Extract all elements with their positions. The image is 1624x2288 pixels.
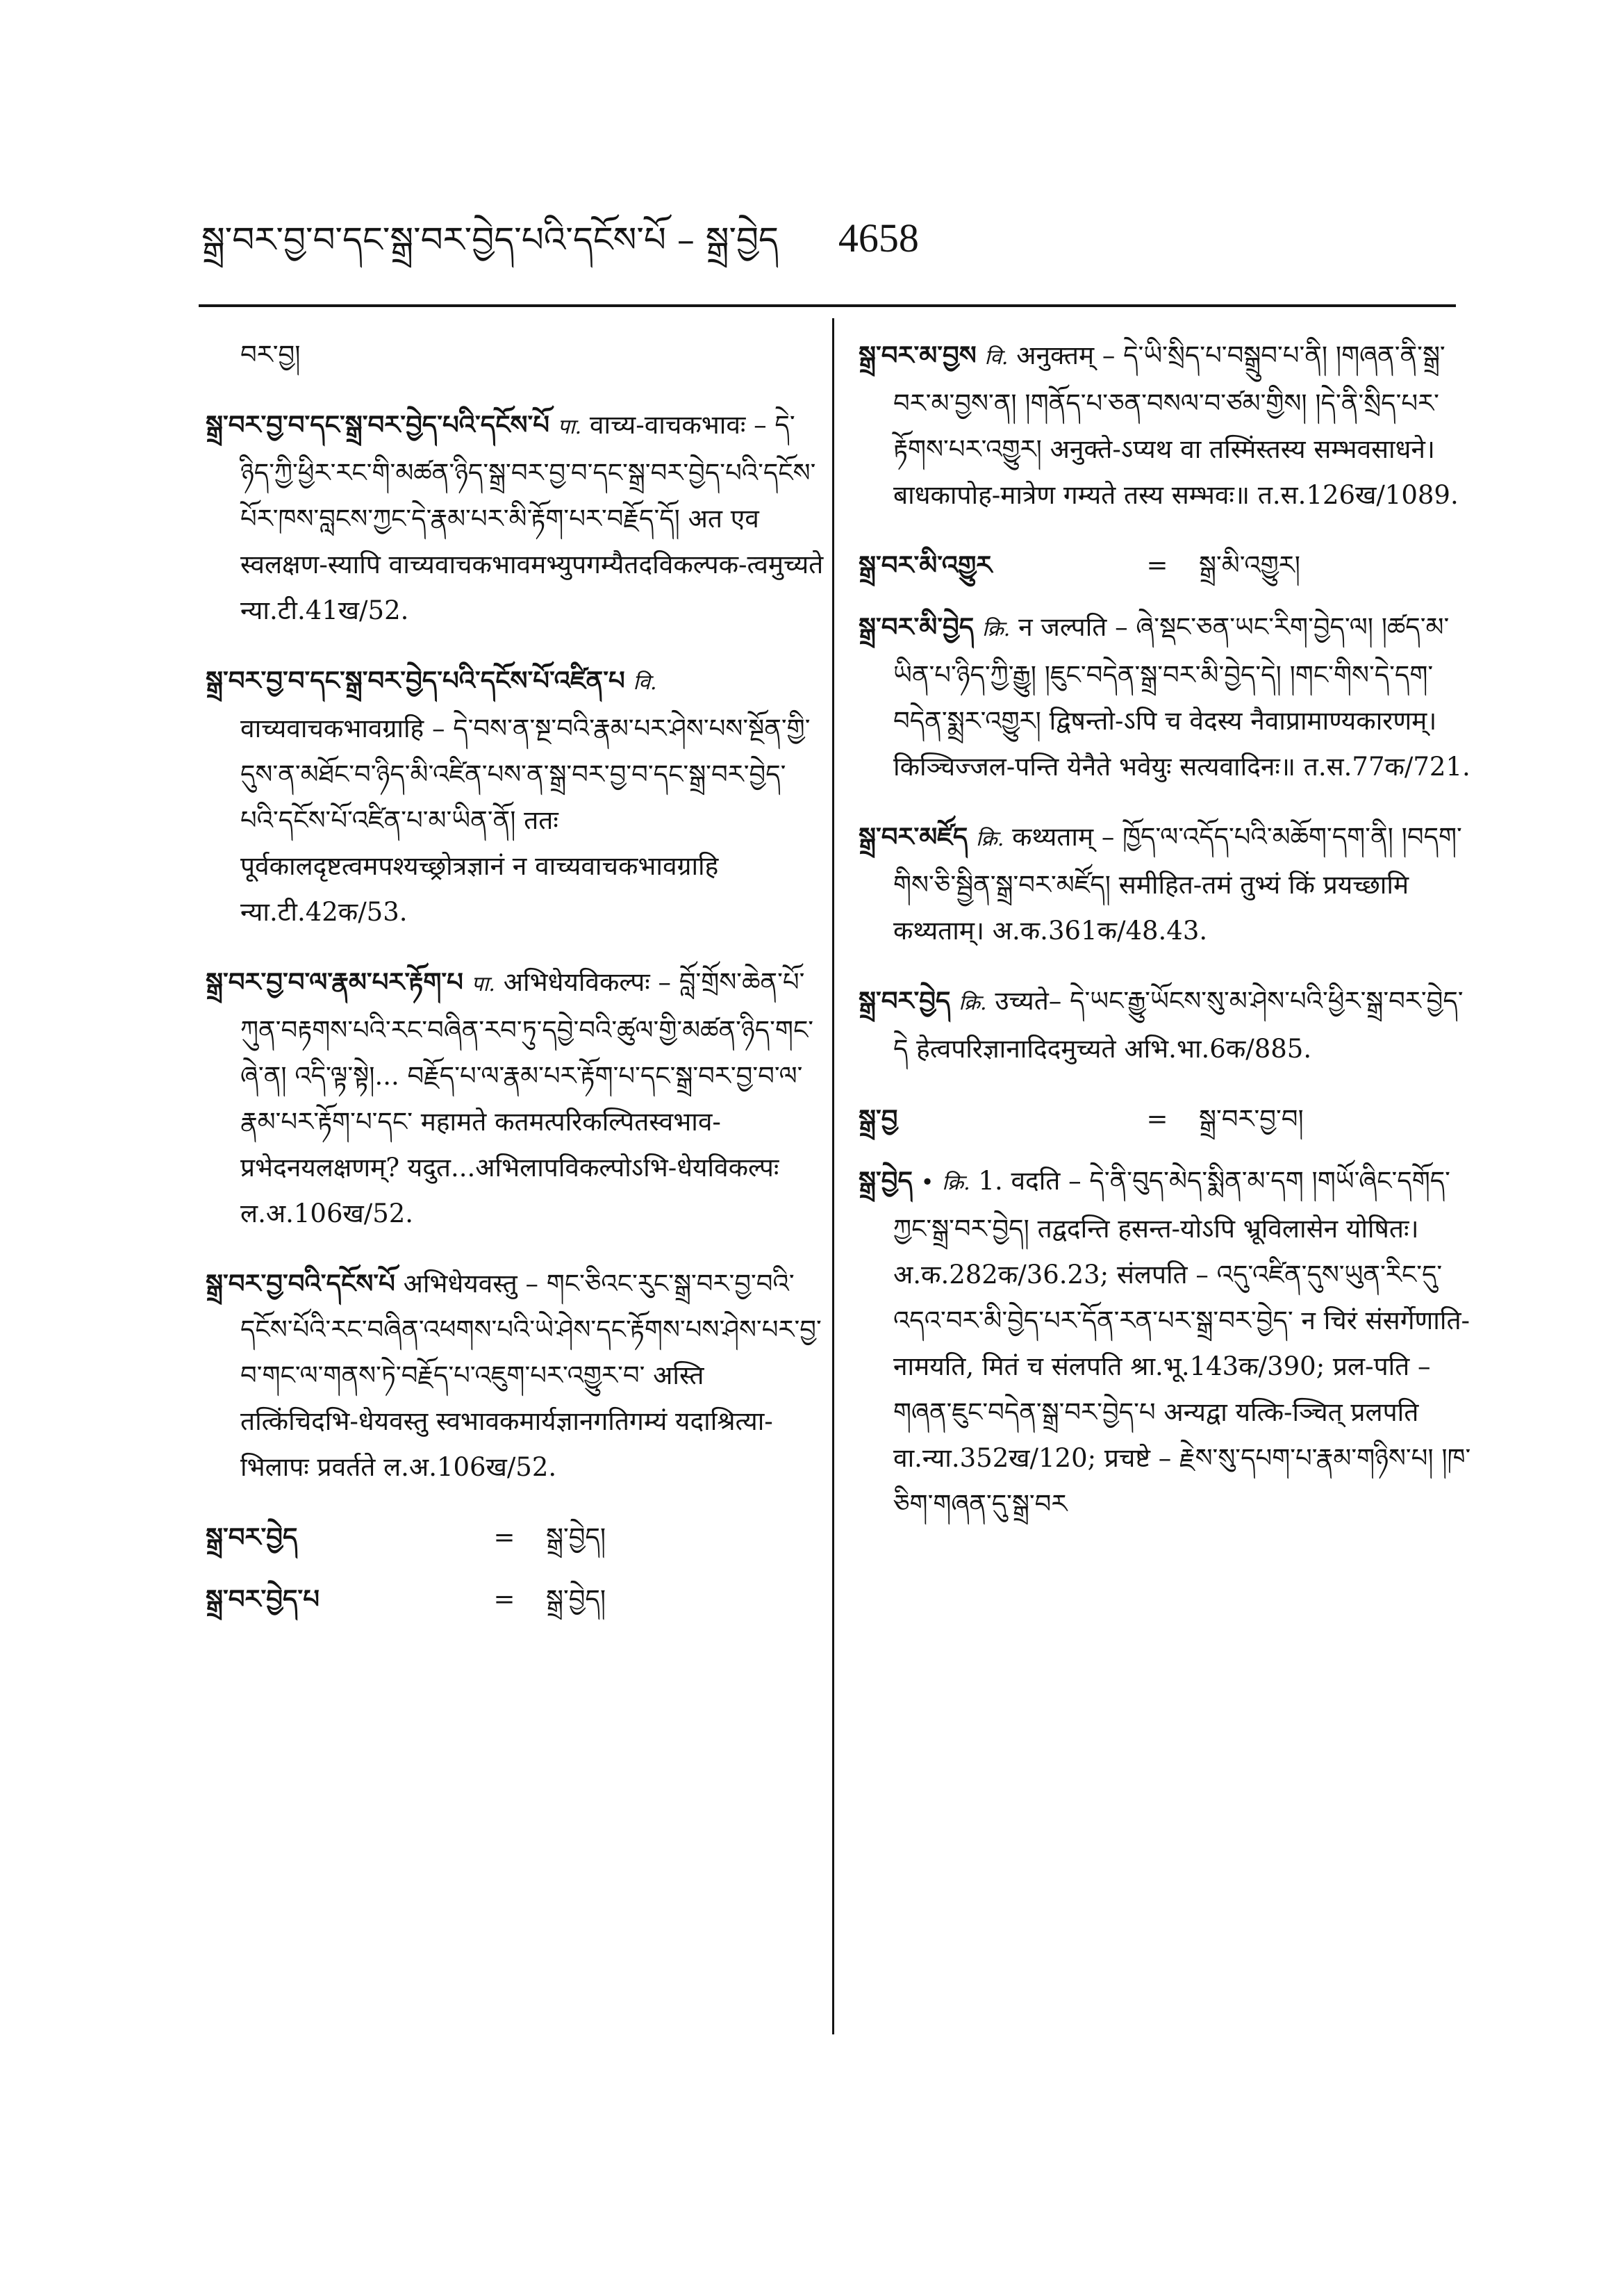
running-head-text: སྒྲ་བར་བྱ་བ་དང་སྒྲ་བར་བྱེད་པའི་དངོས་པོ – སྒྲ་བྱེད [201, 220, 779, 260]
right-column [859, 332, 1477, 1551]
entry-definition: अभिधेयविकल्पः – བློ་གྲོས་ཆེན་པོ་ཀུན་བརྟགས་པའི་རང་བཞིན་རབ་ཏུ་དབྱེ་བའི་ཚུལ་གྱི་མཚན་ཉིད་གང་ཞེ་ན། འདི་ལྟ་སྟེ།... བརྗོད་པ་ལ་རྣམ་པར་རྟོག་པ་དང་སྒྲ་བར་བྱ་བ་ལ་རྣམ་པར་རྟོག་པ་དང་ महामते कतमत्परिकल्पितस्वभाव-प्रभेदनयलक्षणम्? यदुत...अभिलापविकल्पोऽभि-धेयविकल्पः ल.अ.106ख/52. [240, 967, 814, 1228]
equals-sign: = [1146, 550, 1168, 580]
entry-definition: अनुक्तम् – དེ་ཡི་སྲིད་པ་བསྒྲུབ་པ་ནི། །གཞན་ནི་སྒྲ་བར་མ་བྱས་ན། །གནོད་པ་ཅན་བསལ་བ་ཙམ་གྱིས། །དེ་ནི་སྲིད་པར་རྟོགས་པར་འགྱུར། अनुक्ते-ऽप्यथ वा तस्मिंस्तस्य सम्भवसाधने। बाधकापोह-मात्रेण गम्यते तस्य सम्भवः॥ त.स.126ख/1089. [893, 340, 1459, 510]
dictionary-entry [859, 604, 1477, 790]
part-of-speech: क्रि. [959, 991, 987, 1015]
equals-sign: = [493, 1522, 515, 1552]
entry-definition: न जल्पति – ཞེ་སྡང་ཅན་ཡང་རིག་བྱེད་ལ། །ཚད་མ་ཡིན་པ་ཉིད་ཀྱི་རྒྱུ། །ཇུང་བདེན་སྒྲ་བར་མི་བྱེད་དེ། །གང་གིས་དེ་དག་བདེན་སྨྲར་འགྱུར། द्विषन्तो-ऽपि च वेदस्य नैवाप्रामाण्यकारणम्। किञ्चिज्जल-पन्ति येनैते भवेयुः सत्यवादिनः॥ त.स.77क/721. [893, 612, 1470, 782]
dictionary-entry [859, 1158, 1477, 1527]
entry-headword: སྒྲ་བར་མཛོད [859, 821, 968, 852]
left-column [206, 332, 824, 1638]
entry-headword: སྒྲ་བར་བྱ་བ་དང་སྒྲ་བར་བྱེད་པའི་དངོས་པོ [206, 409, 550, 440]
entry-headword: སྒྲ་བར་མ་བྱས [859, 340, 977, 370]
dictionary-entry [859, 332, 1477, 518]
cross-reference [859, 542, 1477, 589]
part-of-speech: क्रि. [942, 1171, 970, 1195]
cross-reference [206, 1576, 824, 1622]
part-of-speech: वि. [633, 670, 657, 695]
entry-headword: སྒྲ་བར་མི་བྱེད [859, 611, 975, 642]
part-of-speech: क्रि. [981, 617, 1011, 641]
xref-headword: སྒྲ་བར་བྱེད [206, 1522, 298, 1552]
cross-reference [859, 1096, 1477, 1142]
dictionary-entry [206, 959, 824, 1237]
xref-headword: སྒྲ་བྱ [859, 1103, 898, 1134]
entry-headword: སྒྲ་བྱེད [859, 1165, 913, 1196]
entry-definition: वाच्यवाचकभावग्राहि – དེ་བས་ན་སྔ་བའི་རྣམ་པར་ཤེས་པས་སྔོན་གྱི་དུས་ན་མཐོང་བ་ཉིད་མི་འཛིན་པས་ན་སྒྲ་བར་བྱ་བ་དང་སྒྲ་བར་བྱེད་པའི་དངོས་པོ་འཛིན་པ་མ་ཡིན་ནོ། ततः पूर्वकालदृष्टत्वमपश्यच्छ्रोत्रज्ञानं न वाच्यवाचकभावग्राहि न्या.टी.42क/53. [240, 714, 811, 927]
column-divider [832, 318, 834, 2034]
equals-sign: = [1146, 1104, 1168, 1134]
sense-marker: • [920, 1169, 934, 1195]
dictionary-entry [859, 814, 1477, 954]
xref-headword: སྒྲ་བར་བྱེད་པ [206, 1583, 320, 1614]
dictionary-entry [206, 402, 824, 634]
xref-headword: སྒྲ་བར་མི་འགྱུར [859, 550, 993, 580]
entry-headword: སྒྲ་བར་བྱེད [859, 985, 951, 1016]
part-of-speech: पा. [471, 972, 495, 996]
xref-target: སྒྲ་བྱེད། [546, 1584, 606, 1614]
entry-definition: वाच्य-वाचकभावः – དེ་ཉིད་ཀྱི་ཕྱིར་རང་གི་མཚན་ཉིད་སྒྲ་བར་བྱ་བ་དང་སྒྲ་བར་བྱེད་པའི་དངོས་པོར་ཁས་བླངས་ཀྱང་དེ་རྣམ་པར་མི་རྟོག་པར་བརྗོད་དོ། अत एव स्वलक्षण-स्यापि वाच्यवाचकभावमभ्युपगम्यैतदविकल्पक-त्वमुच्यते न्या.टी.41ख/52. [240, 410, 824, 625]
header-rule [199, 304, 1456, 307]
entry-continuation: བར་བྱ། [240, 340, 301, 370]
page-number: 4658 [838, 215, 919, 261]
part-of-speech: वि. [984, 345, 1009, 370]
entry-definition: उच्यते– དེ་ཡང་རྒྱུ་ཡོངས་སུ་མ་ཤེས་པའི་ཕྱིར་སྒྲ་བར་བྱེད་དེ हेत्वपरिज्ञानादिदमुच्यते अभि.भा.6क/885. [893, 986, 1464, 1064]
entry-headword: སྒྲ་བར་བྱ་བའི་དངོས་པོ [206, 1268, 395, 1299]
xref-target: སྒྲ་བྱེད། [546, 1522, 606, 1552]
part-of-speech: पा. [557, 415, 582, 439]
entry-headword: སྒྲ་བར་བྱ་བ་དང་སྒྲ་བར་བྱེད་པའི་དངོས་པོ་འཛིན་པ [206, 665, 625, 696]
entry-headword: སྒྲ་བར་བྱ་བ་ལ་རྣམ་པར་རྟོག་པ [206, 966, 463, 997]
dictionary-entry [206, 1260, 824, 1490]
xref-target: སྒྲ་བར་བྱ་བ། [1199, 1104, 1304, 1134]
part-of-speech: क्रि. [976, 827, 1004, 851]
cross-reference [206, 1514, 824, 1561]
entry-definition: अभिधेयवस्तु – གང་ཅིའང་རུང་སྒྲ་བར་བྱ་བའི་དངོས་པོའི་རང་བཞིན་འཕགས་པའི་ཡེ་ཤེས་དང་རྟོགས་པས་ཤེས་པར་བྱ་བ་གང་ལ་གནས་ཏེ་བརྗོད་པ་འཇུག་པར་འགྱུར་བ་ अस्ति तत्किंचिदभि-धेयवस्तु स्वभावकमार्यज्ञानगतिगम्यं यदाश्रित्या-भिलापः प्रवर्तते ल.अ.106ख/52. [240, 1269, 822, 1482]
xref-target: སྒྲ་མི་འགྱུར། [1199, 550, 1301, 580]
equals-sign: = [493, 1584, 515, 1614]
entry-definition: कथ्यताम् – ཁྱོད་ལ་འདོད་པའི་མཆོག་དག་ནི། །བདག་གིས་ཅི་སྦྱིན་སྒྲ་བར་མཛོད། समीहित-तमं तुभ्यं किं प्रयच्छामि कथ्यताम्। अ.क.361क/48.43. [893, 822, 1462, 946]
running-head [201, 201, 919, 299]
entry-definition: 1. वदति – དེ་ནི་བུད་མེད་སྨིན་མ་དག །གཡོ་ཞིང་དགོད་ཀྱང་སྒྲ་བར་བྱེད། तद्वदन्ति हसन्त-योऽपि भ्रूविलासेन योषितः। अ.क.282क/36.23; संलपति – འདུ་འཛིན་དུས་ཡུན་རིང་དུ་འདའ་བར་མི་བྱེད་པར་དོན་རན་པར་སྒྲ་བར་བྱེད་ न चिरं संसर्गेणाति-नामयति, मितं च संलपति श्रा.भू.143क/390; प्रल-पति – གཞན་ཇུང་བདེན་སྒྲ་བར་བྱེད་པ अन्यद्वा यत्कि-ञ्चित् प्रलपति वा.न्या.352ख/120; प्रचष्टे – རྗེས་སུ་དཔག་པ་རྣམ་གཉིས་པ། །ཁ་ཅིག་གཞན་དུ་སྒྲ་བར [893, 1166, 1471, 1519]
dictionary-entry [859, 978, 1477, 1072]
dictionary-entry [206, 657, 824, 935]
